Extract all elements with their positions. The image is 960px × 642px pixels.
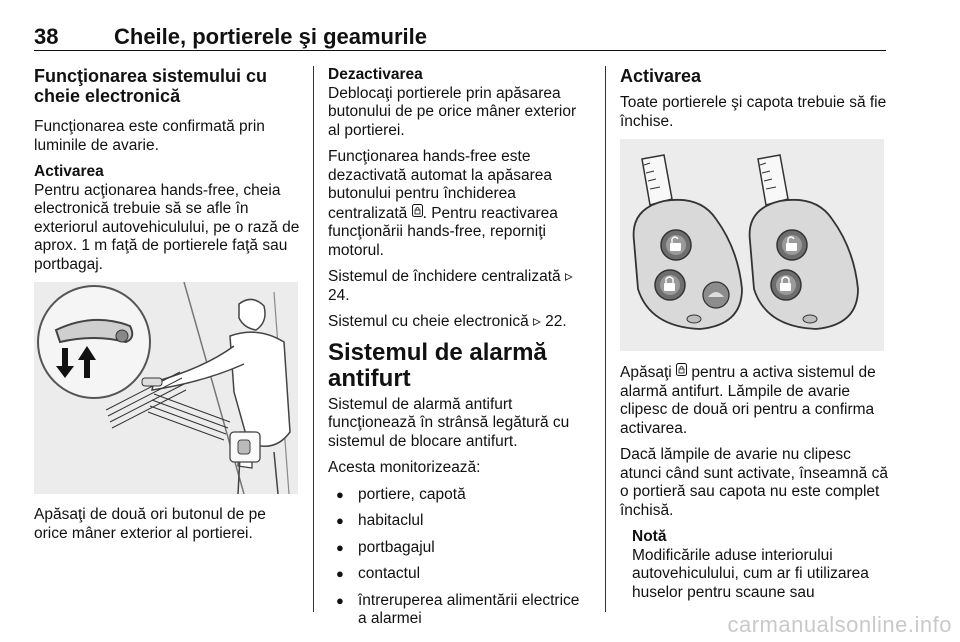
column-2	[328, 66, 590, 637]
page-number: 38	[34, 24, 59, 49]
paragraph-text: Deblocaţi portierele prin apăsarea butonului de pe orice mâner exterior al portierei.	[328, 84, 577, 139]
lock-icon	[412, 204, 423, 223]
chapter-title: Cheile, portierele şi geamurile	[114, 24, 428, 49]
lock-icon	[676, 363, 687, 382]
list-item: ● întreruperea alimentării electrice a alarmei	[336, 592, 590, 629]
note-box	[632, 528, 888, 602]
list-item: ● portbagajul	[336, 539, 590, 558]
cross-reference	[328, 313, 590, 332]
paragraph: Toate portierele şi capota trebuie să fie închise.	[620, 94, 887, 130]
column-divider	[313, 66, 314, 612]
reference-text: Sistemul cu cheie electronică	[328, 313, 529, 330]
subheading: Dezactivarea	[328, 66, 423, 83]
paragraph	[34, 163, 302, 274]
monitored-list	[328, 486, 590, 629]
paragraph: Sistemul de alarmă antifurt funcţionează în strânsă legătură cu sistemul de blocare antifurt.	[328, 395, 570, 450]
note-text: Modificările aduse interiorului autovehiculului, cum ar fi utilizarea huselor pentru scaune sau	[632, 546, 869, 601]
triangle-right-icon: ▹	[533, 313, 541, 330]
note-title: Notă	[632, 528, 667, 545]
paragraph: Dacă lămpile de avarie nu clipesc atunci când sunt activate, înseamnă că o portieră sau capota nu este complet închisă.	[620, 446, 888, 519]
door-handle-drawing	[34, 282, 298, 494]
figure-caption: Apăsaţi de două ori butonul de pe orice mâner exterior al portierei.	[34, 506, 266, 542]
reference-page-link[interactable]: 24.	[328, 286, 350, 304]
cross-reference	[328, 268, 590, 305]
key-fob-drawing	[620, 139, 884, 351]
column-divider	[605, 66, 606, 612]
triangle-right-icon: ▹	[564, 268, 573, 285]
reference-page-link[interactable]: 22.	[545, 313, 567, 330]
section-heading: Funcţionarea sistemului cu cheie electronică	[34, 66, 268, 106]
section-heading: Sistemul de alarmă antifurt	[328, 338, 547, 392]
list-item: ● contactul	[336, 565, 590, 584]
column-3	[620, 66, 888, 602]
watermark: carmanualsonline.info	[727, 612, 952, 637]
paragraph-text: pentru a activa sistemul de alarmă antifurt. Lămpile de avarie clipesc de două ori pentru a confirma activarea.	[620, 364, 876, 437]
list-item: ● habitaclul	[336, 512, 590, 531]
paragraph	[328, 66, 590, 140]
reference-text: Sistemul de închidere centralizată	[328, 268, 561, 285]
paragraph-text: Pentru acţionarea hands-free, cheia electronică trebuie să se afle în exteriorul autovehiculului, pe o rază de aprox. 1 m faţă de portierele faţă sau portbagaj.	[34, 181, 300, 273]
paragraph	[328, 148, 590, 260]
paragraph-text: Funcţionarea hands-free este dezactivată automat la apăsarea butonului pentru închiderea centralizată	[328, 148, 553, 222]
paragraph-text: . Pentru reactivarea funcţionării hands-free, reporniţi motorul.	[328, 204, 558, 259]
paragraph-text: Apăsaţi	[620, 364, 672, 381]
key-fob-illustration	[620, 139, 884, 351]
door-handle-illustration	[34, 282, 298, 494]
page-header	[34, 18, 886, 51]
paragraph	[620, 363, 888, 438]
subheading: Activarea	[34, 163, 104, 180]
paragraph: Funcţionarea este confirmată prin luminile de avarie.	[34, 118, 265, 154]
column-1	[34, 66, 302, 551]
list-item: ● portiere, capotă	[336, 486, 590, 505]
paragraph: Acesta monitorizează:	[328, 459, 481, 476]
section-heading: Activarea	[620, 66, 702, 86]
